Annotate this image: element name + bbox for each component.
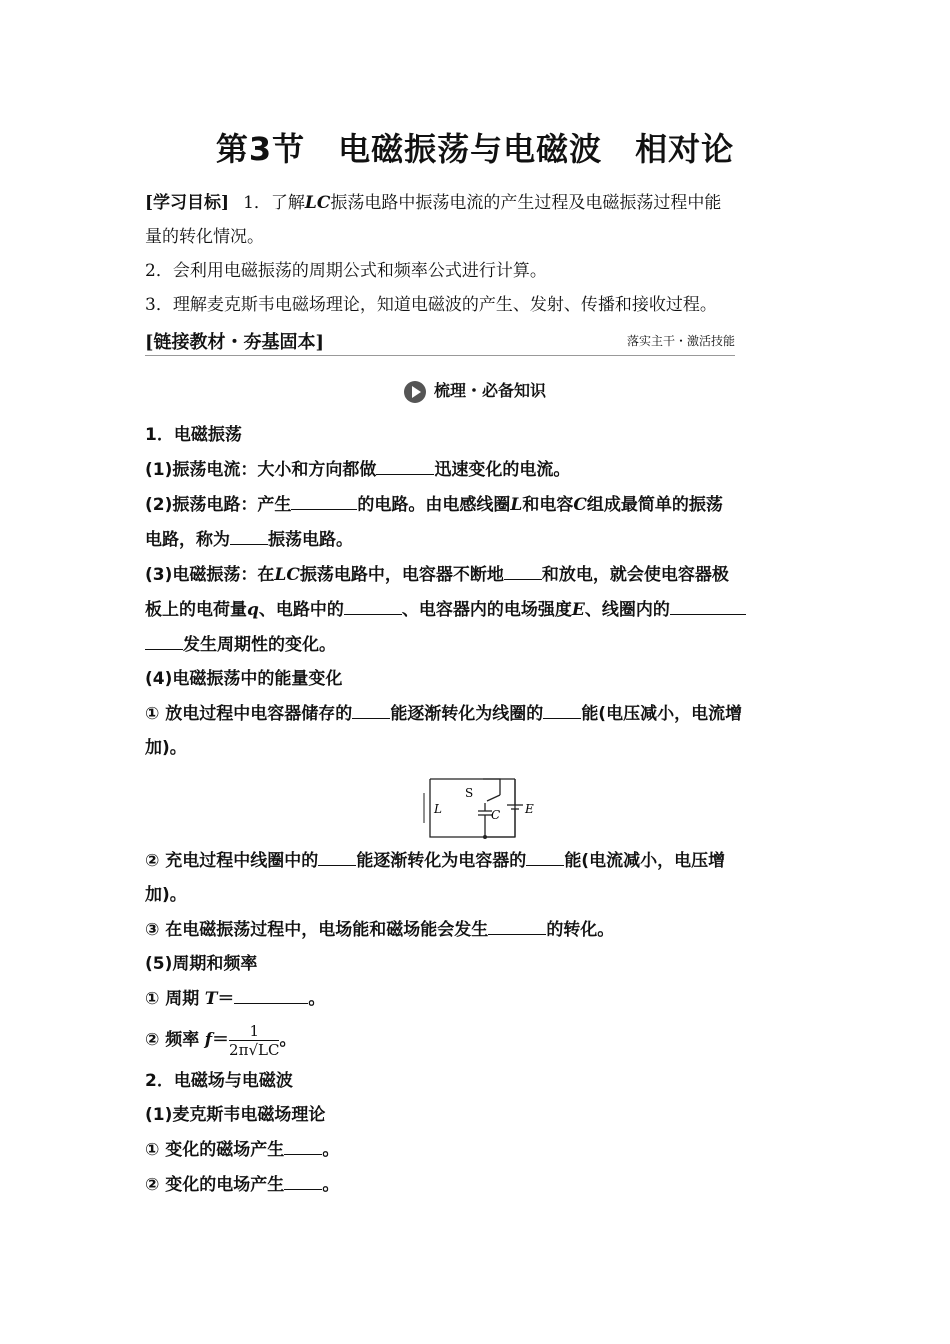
para-4b-cont: 加)。 <box>145 885 187 905</box>
section-heading <box>0 378 950 403</box>
para-3c: 发生周期性的变化。 <box>145 627 807 662</box>
para-q1b: ② 变化的电场产生 。 <box>145 1167 807 1202</box>
junction-dot <box>483 835 487 839</box>
heading-2: 2．电磁场与电磁波 <box>145 1071 293 1091</box>
blank <box>526 843 564 866</box>
para-4a-cont: 加)。 <box>145 738 187 758</box>
blank <box>488 912 546 935</box>
learning-goals <box>145 186 807 322</box>
para-5a: ① 周期 T＝ 。 <box>145 981 807 1016</box>
goal-1-text-b: 振荡电路中振荡电流的产生过程及电磁振荡过程中能 <box>330 193 722 213</box>
heading-5: (5)周期和频率 <box>145 954 258 974</box>
para-4a: ① 放电过程中电容器储存的 能逐渐转化为线圈的 能(电压减小，电流增 <box>145 696 807 731</box>
play-icon <box>404 381 426 403</box>
section-banner <box>145 328 735 356</box>
lc-circuit-diagram <box>145 771 807 841</box>
section-label: 梳理・必备知识 <box>433 381 546 400</box>
label-E: E <box>525 802 534 816</box>
heading-4: (4)电磁振荡中的能量变化 <box>145 669 343 689</box>
para-q1: (1)麦克斯韦电磁场理论 <box>145 1105 326 1125</box>
para-3b: 板上的电荷量q、电路中的 、电容器内的电场强度E、线圈内的 <box>145 592 807 627</box>
banner-left: [链接教材・夯基固本] <box>145 332 325 353</box>
banner-right: 落实主干・激活技能 <box>626 334 735 348</box>
blank <box>230 522 268 545</box>
blank <box>344 592 402 615</box>
para-1: (1)振荡电流：大小和方向都做 迅速变化的电流。 <box>145 452 807 487</box>
goal-1-cont: 量的转化情况。 <box>145 227 264 247</box>
goal-1-lc: LC <box>304 193 331 213</box>
frequency-fraction: $\frac{1}{2\pi√LC}$ <box>229 1021 280 1059</box>
blank <box>284 1167 322 1190</box>
content-body <box>145 418 807 1202</box>
blank <box>376 452 434 475</box>
label-L: L <box>434 802 442 816</box>
blank <box>234 981 308 1004</box>
blank <box>145 627 183 650</box>
para-3: (3)电磁振荡：在LC振荡电路中，电容器不断地 和放电，就会使电容器极 <box>145 557 807 592</box>
para-5b: ② 频率 f＝ $\frac{1}{2\pi√LC}$ 。 <box>145 1021 297 1059</box>
para-2: (2)振荡电路：产生 的电路。由电感线圈L和电容C组成最简单的振荡 <box>145 487 807 522</box>
blank <box>284 1132 322 1155</box>
blank <box>504 557 542 580</box>
blank <box>352 696 390 719</box>
page-title: 第3节 电磁振荡与电磁波 相对论 <box>215 130 735 168</box>
label-C: C <box>491 808 501 822</box>
para-4c: ③ 在电磁振荡过程中，电场能和磁场能会发生 的转化。 <box>145 912 807 947</box>
para-q1a: ① 变化的磁场产生 。 <box>145 1132 807 1167</box>
goal-3: 3．理解麦克斯韦电磁场理论，知道电磁波的产生、发射、传播和接收过程。 <box>145 295 717 315</box>
goals-tag: [学习目标] <box>145 193 230 213</box>
label-S: S <box>465 786 474 800</box>
para-2b: 电路，称为 振荡电路。 <box>145 522 807 557</box>
blank <box>670 592 746 615</box>
blank <box>291 487 357 510</box>
goal-1-text: 1．了解 <box>243 193 305 213</box>
heading-1: 1．电磁振荡 <box>145 425 242 445</box>
goal-2: 2．会利用电磁振荡的周期公式和频率公式进行计算。 <box>145 261 547 281</box>
para-4b: ② 充电过程中线圈中的 能逐渐转化为电容器的 能(电流减小，电压增 <box>145 843 807 878</box>
blank <box>543 696 581 719</box>
circuit-svg <box>145 771 807 841</box>
blank <box>318 843 356 866</box>
